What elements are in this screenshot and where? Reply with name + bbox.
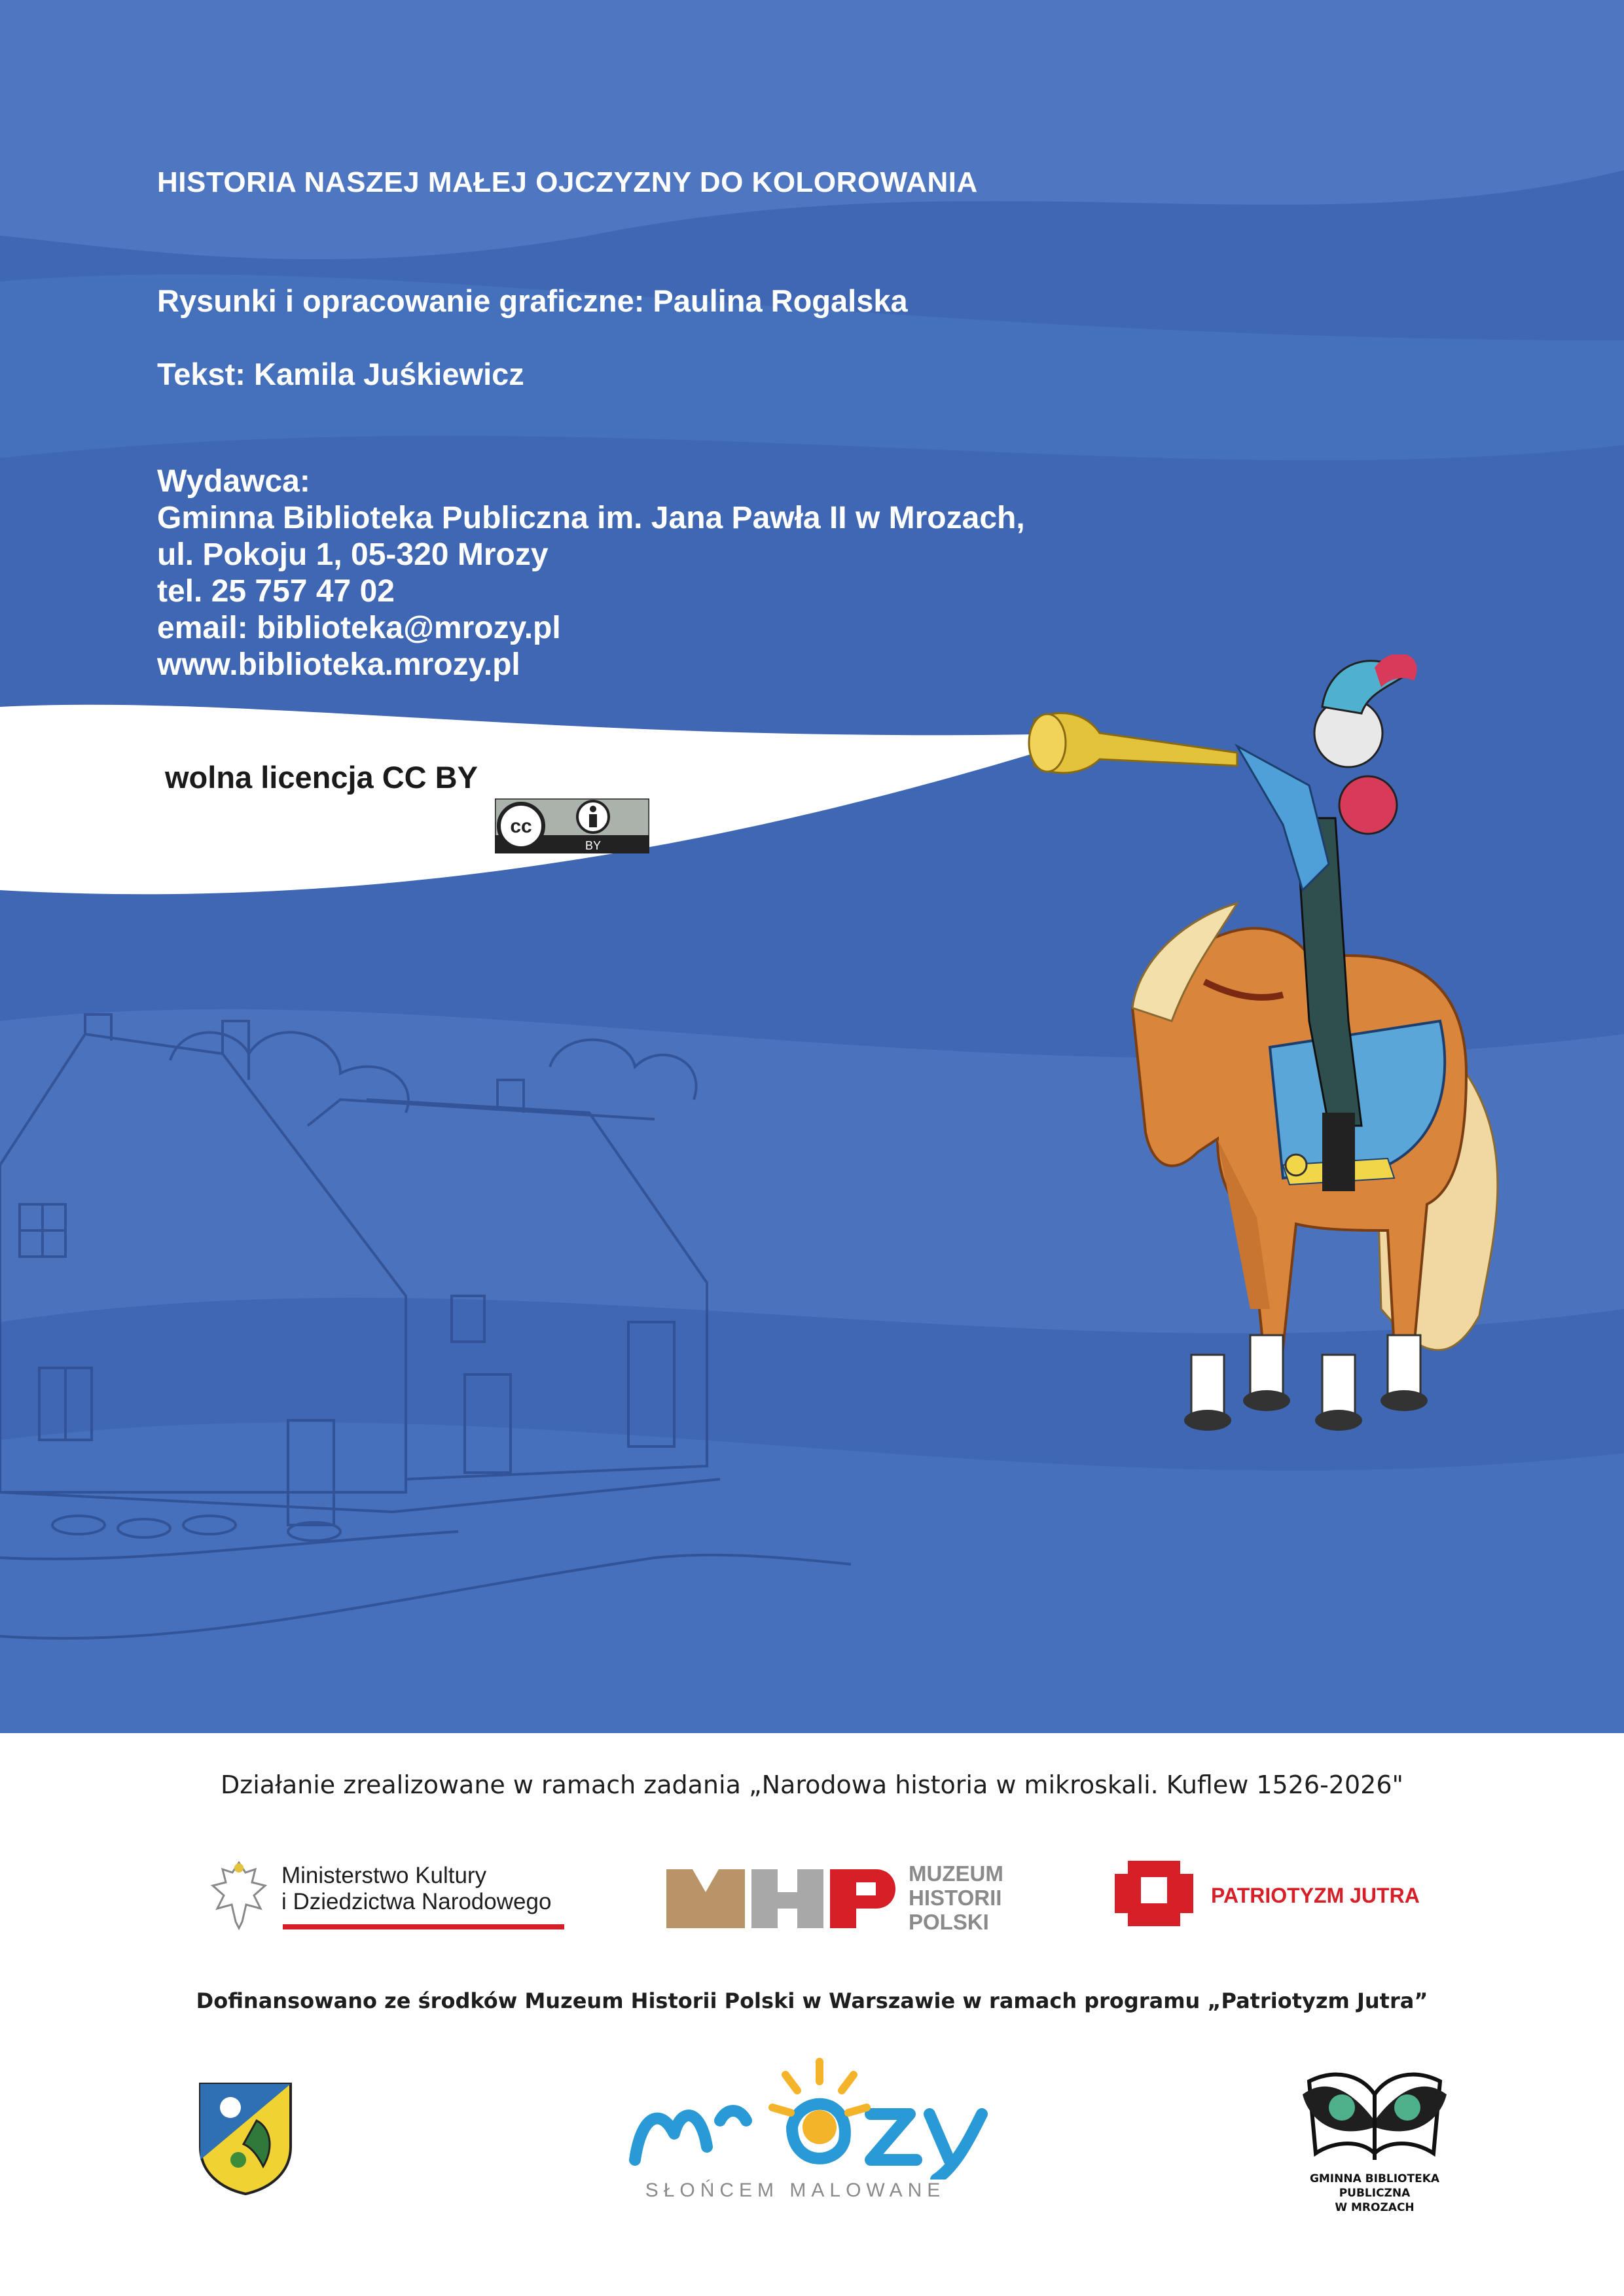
museum-line3: POLSKI [909,1910,989,1934]
patriotyzm-jutra-icon [1111,1857,1197,1929]
library-line1: GMINNA BIBLIOTEKA PUBLICZNA [1309,2172,1440,2200]
patriotyzm-jutra-logo [1111,1857,1426,1929]
mrozy-crest [198,2081,293,2195]
publisher-phone: tel. 25 757 47 02 [157,574,395,609]
museum-line1: MUZEUM [909,1861,1003,1886]
ministry-line1: Ministerstwo Kultury [281,1863,487,1888]
library-book-icon [1290,2055,1460,2173]
cc-label: cc [510,816,532,837]
herald-on-horse-illustration [1021,655,1610,1571]
publisher-address: ul. Pokoju 1, 05-320 Mrozy [157,537,549,572]
book-title: HISTORIA NASZEJ MAŁEJ OJCZYZNY DO KOLOROWANIA [157,166,978,198]
mrozy-logo [628,2055,1001,2212]
mrozy-crest-icon [198,2081,293,2195]
mhp-logo-icon [666,1856,902,1941]
library-logo [1290,2055,1460,2219]
publisher-label: Wydawca: [157,464,310,499]
text-credit: Tekst: Kamila Juśkiewicz [157,357,524,391]
funding-note: Działanie zrealizowane w ramach zadania „Narodowa historia w mikroskali. Kuflew 1526-2026" [221,1770,1403,1799]
publisher-website: www.biblioteka.mrozy.pl [157,647,520,682]
village-illustration [0,903,851,1689]
library-line2: W MROZACH [1335,2201,1415,2214]
by-label: BY [585,839,602,852]
ministry-line2: i Dziedzictwa Narodowego [281,1889,552,1914]
ministry-logo [203,1856,569,1941]
mrozy-tagline: SŁOŃCEM MALOWANE [645,2179,946,2201]
cc-by-badge [495,798,649,853]
museum-logo [666,1856,1020,1941]
museum-line2: HISTORII [909,1886,1002,1910]
drawings-credit: Rysunki i opracowanie graficzne: Paulina Rogalska [157,283,908,318]
license-text: wolna licencja CC BY [165,760,478,795]
publisher-block [157,463,1025,683]
publisher-name: Gminna Biblioteka Publiczna im. Jana Pawła II w Mrozach, [157,501,1025,535]
cofinancing-note: Dofinansowano ze środków Muzeum Historii Polski w Warszawie w ramach programu „Patriotyzm Jutra” [196,1988,1428,2013]
publisher-email: email: biblioteka@mrozy.pl [157,611,561,645]
mrozy-logo-icon [628,2055,1001,2179]
patriotyzm-label: PATRIOTYZM JUTRA [1211,1884,1420,1907]
